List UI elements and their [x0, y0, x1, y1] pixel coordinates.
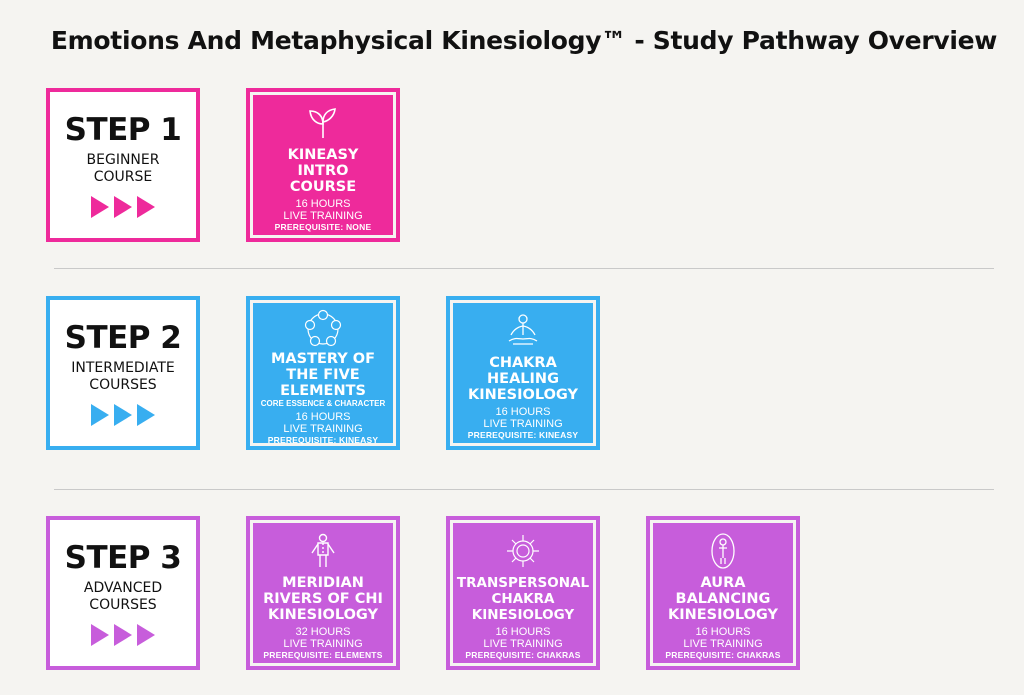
five-elements-icon — [303, 309, 343, 349]
course-card-kineasy[interactable] — [246, 88, 400, 242]
leaf-sprout-icon — [306, 101, 340, 145]
course-name: CHAKRA HEALING KINESIOLOGY — [468, 355, 578, 403]
course-card-chakra-healing[interactable] — [446, 296, 600, 450]
course-live-training: LIVE TRAINING — [483, 638, 563, 650]
step-2-arrows-icon — [91, 404, 155, 426]
course-hours: 16 HOURS — [295, 198, 351, 210]
course-card-meridian[interactable] — [246, 516, 400, 670]
course-prerequisite: PREREQUISITE: KINEASY — [267, 435, 379, 445]
step-1-label: STEP 1 — [64, 112, 182, 148]
step-1-arrows-icon — [91, 196, 155, 218]
aura-figure-icon — [708, 529, 738, 573]
course-hours: 16 HOURS — [695, 626, 751, 638]
course-card-aura-balancing[interactable] — [646, 516, 800, 670]
course-live-training: LIVE TRAINING — [683, 638, 763, 650]
section-divider — [54, 489, 994, 490]
course-hours: 16 HOURS — [295, 411, 351, 423]
step-2-card[interactable] — [46, 296, 200, 450]
step-1-level: BEGINNER COURSE — [86, 152, 160, 185]
course-live-training: LIVE TRAINING — [283, 638, 363, 650]
course-name: MERIDIAN RIVERS OF CHI KINESIOLOGY — [263, 575, 383, 623]
course-live-training: LIVE TRAINING — [283, 423, 363, 435]
page-title: Emotions And Metaphysical Kinesiology™ - Study Pathway Overview — [50, 26, 998, 55]
course-hours: 16 HOURS — [495, 626, 551, 638]
course-prerequisite: PREREQUISITE: CHAKRAS — [665, 650, 781, 660]
course-hours: 16 HOURS — [495, 406, 551, 418]
step-2-level: INTERMEDIATE COURSES — [71, 360, 175, 393]
section-divider — [54, 268, 994, 269]
course-live-training: LIVE TRAINING — [283, 210, 363, 222]
step-2-row — [0, 296, 1024, 450]
course-name: MASTERY OF THE FIVE ELEMENTS — [270, 351, 376, 399]
course-name: KINEASY INTRO COURSE — [287, 147, 359, 195]
course-prerequisite: PREREQUISITE: ELEMENTS — [263, 650, 383, 660]
meridian-body-icon — [308, 529, 338, 573]
chakra-lotus-icon — [505, 529, 541, 573]
meditation-figure-icon — [503, 309, 543, 353]
step-3-arrows-icon — [91, 624, 155, 646]
step-2-label: STEP 2 — [64, 320, 182, 356]
course-name: TRANSPERSONAL CHAKRA KINESIOLOGY — [456, 575, 590, 623]
course-prerequisite: PREREQUISITE: NONE — [274, 222, 372, 232]
step-1-card[interactable] — [46, 88, 200, 242]
course-hours: 32 HOURS — [295, 626, 351, 638]
course-card-transpersonal-chakra[interactable] — [446, 516, 600, 670]
course-card-five-elements[interactable] — [246, 296, 400, 450]
step-3-level: ADVANCED COURSES — [83, 580, 163, 613]
course-prerequisite: PREREQUISITE: KINEASY — [467, 430, 579, 440]
step-3-card[interactable] — [46, 516, 200, 670]
step-3-label: STEP 3 — [64, 540, 182, 576]
course-name: AURA BALANCING KINESIOLOGY — [668, 575, 778, 623]
course-live-training: LIVE TRAINING — [483, 418, 563, 430]
course-subtitle: CORE ESSENCE & CHARACTER — [260, 399, 386, 408]
course-prerequisite: PREREQUISITE: CHAKRAS — [465, 650, 581, 660]
step-3-row — [0, 516, 1024, 670]
step-1-row — [0, 88, 1024, 242]
